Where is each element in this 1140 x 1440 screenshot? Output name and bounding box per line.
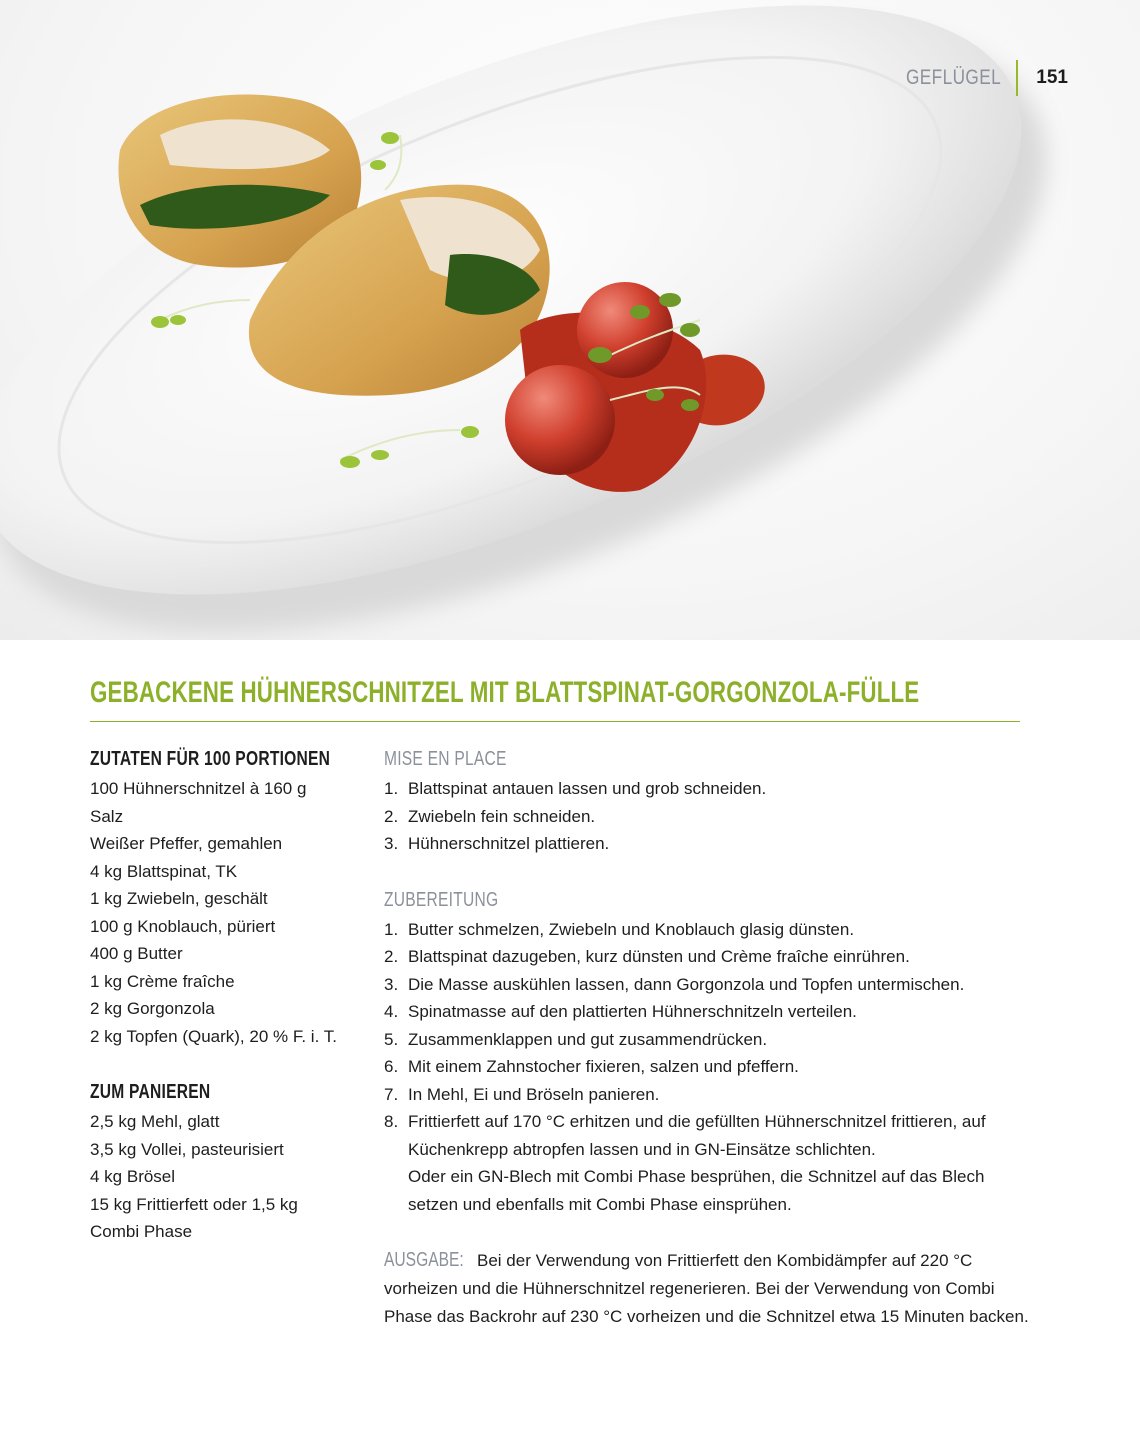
step-item [384,830,1034,858]
title-underline [90,721,1020,722]
step-text: In Mehl, Ei und Bröseln panieren. [408,1084,660,1104]
ingredient-item: Weißer Pfeffer, gemahlen [90,834,283,853]
breading-item: 4 kg Brösel [90,1167,176,1186]
serving-note [384,1246,1029,1331]
ingredient-item: 1 kg Crème fraîche [90,971,235,991]
step-number: 8. [384,1112,399,1131]
ingredient-item: 400 g Butter [90,944,183,963]
step-item [384,775,1034,803]
ingredients-column [90,745,360,1246]
step-text: Blattspinat dazugeben, kurz dünsten und Crème fraîche einrühren. [408,947,910,966]
step-text: Mit einem Zahnstocher fixieren, salzen und pfeffern. [408,1057,799,1076]
ingredient-item: 100 g Knoblauch, püriert [90,916,276,936]
serving-text: Bei der Verwendung von Frittierfett den Kombidämpfer auf 220 °C vorheizen und die Hühnerschnitzel regenerieren. Bei der Verwendung von Combi Phase das Backrohr auf 230 °C vorheizen und die Schnitzel etwa 15 Minuten backen. [384,1251,1029,1326]
step-item [384,1053,1034,1081]
ingredient-item: 4 kg Blattspinat, TK [90,861,238,881]
breading-heading: ZUM PANIEREN [90,1081,211,1103]
ingredient-item: 2 kg Gorgonzola [90,999,215,1018]
step-number: 5. [384,1029,399,1049]
recipe-title: GEBACKENE HÜHNERSCHNITZEL MIT BLATTSPINAT-GORGONZOLA-FÜLLE [90,676,920,709]
section-label: GEFLÜGEL [906,66,1002,89]
step-item [384,998,1034,1026]
step-text: Die Masse auskühlen lassen, dann Gorgonzola und Topfen untermischen. [408,974,965,994]
step-number: 7. [384,1084,399,1104]
step-number: 6. [384,1057,399,1076]
ingredient-item: 2 kg Topfen (Quark), 20 % F. i. T. [90,1026,337,1046]
step-text: Zwiebeln fein schneiden. [408,806,596,826]
ingredients-heading: ZUTATEN FÜR 100 PORTIONEN [90,748,331,770]
step-text: Blattspinat antauen lassen und grob schneiden. [408,779,767,798]
step-text: Hühnerschnitzel plattieren. [408,834,610,853]
step-text: Butter schmelzen, Zwiebeln und Knoblauch glasig dünsten. [408,919,855,939]
page-number: 151 [1036,67,1068,88]
step-text: Spinatmasse auf den plattierten Hühnerschnitzeln verteilen. [408,1002,857,1021]
step-item [384,1108,1034,1218]
breading-item: Combi Phase [90,1222,193,1241]
ingredients-list [90,775,360,1050]
ingredient-item: 1 kg Zwiebeln, geschält [90,889,268,908]
step-number: 1. [384,919,399,939]
breading-list [90,1108,360,1246]
step-number: 2. [384,947,399,966]
breading-item: 2,5 kg Mehl, glatt [90,1112,220,1131]
serving-label: AUSGABE: [384,1249,464,1271]
dish-photo [0,0,1140,640]
step-number: 1. [384,779,399,798]
step-item [384,916,1034,944]
step-text-alternative: Oder ein GN-Blech mit Combi Phase besprühen, die Schnitzel auf das Blech setzen und ebenfalls mit Combi Phase einsprühen. [408,1167,985,1214]
header-divider [1016,60,1018,96]
step-text: Frittierfett auf 170 °C erhitzen und die gefüllten Hühnerschnitzel frittieren, auf Küchenkrepp abtropfen lassen und in GN-Einsätze schlichten. [408,1112,986,1159]
method-column [384,745,1034,1348]
step-number: 2. [384,806,399,826]
preparation-heading: ZUBEREITUNG [384,888,499,911]
step-number: 4. [384,1002,399,1021]
dish-photo-illustration [0,0,1140,640]
ingredient-item: Salz [90,806,124,826]
breading-item: 15 kg Frittierfett oder 1,5 kg [90,1194,298,1214]
step-item [384,971,1034,999]
ingredient-item: 100 Hühnerschnitzel à 160 g [90,779,307,798]
running-header [884,60,1068,96]
step-item [384,1026,1034,1054]
mise-en-place-heading: MISE EN PLACE [384,748,507,770]
preparation-steps [384,916,1034,1219]
breading-item: 3,5 kg Vollei, pasteurisiert [90,1139,284,1159]
step-item [384,943,1034,971]
step-number: 3. [384,834,399,853]
step-item [384,803,1034,831]
mise-en-place-steps [384,775,1034,858]
step-item [384,1081,1034,1109]
step-number: 3. [384,974,399,994]
step-text: Zusammenklappen und gut zusammendrücken. [408,1029,768,1049]
